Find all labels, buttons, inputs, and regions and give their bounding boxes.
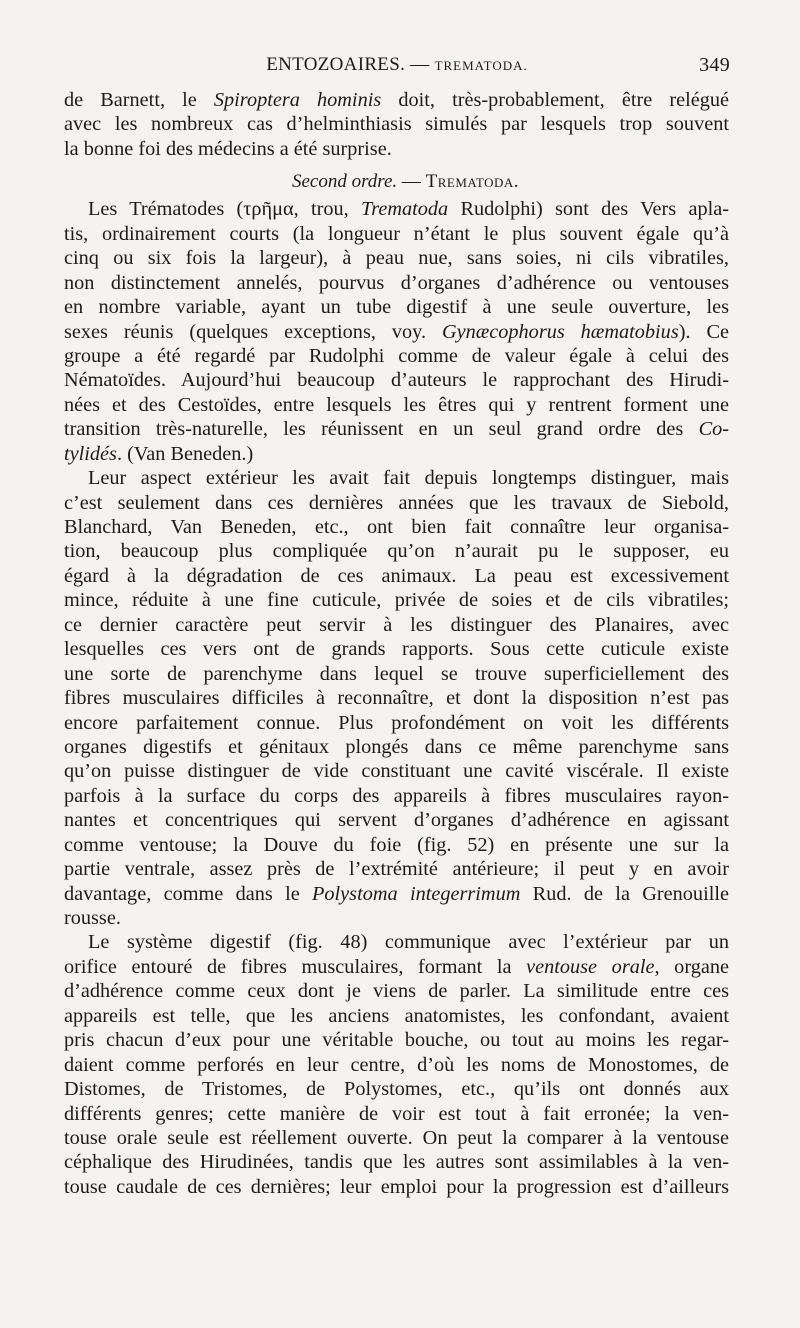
text-line: [64, 393, 729, 417]
text-line: [64, 417, 729, 441]
text-line: [64, 662, 729, 686]
italic-term: Spiroptera hominis: [213, 89, 382, 111]
text-line: [64, 88, 729, 112]
text-run: daient comme perforés en leur centre, d’où les noms de Monostomes, de: [64, 1053, 729, 1076]
text-run: groupe a été regardé par Rudolphi comme de valeur égale à celui des: [64, 344, 729, 367]
text-run: organes digestifs et génitaux plongés dans ce même parenchyme sans: [64, 735, 729, 758]
text-line: [64, 906, 729, 930]
text-line: [64, 979, 729, 1003]
text-run: Rud. de la Grenouille: [520, 882, 729, 905]
running-title-dash: —: [410, 54, 430, 75]
text-run: doit, très-probablement, être relégué: [381, 89, 729, 111]
text-run: différents genres; cette manière de voir est tout à fait erronée; la ven-: [64, 1102, 729, 1125]
text-line: [64, 539, 729, 563]
running-head: [64, 54, 730, 82]
text-run: qu’on puisse distinguer de vide constituant une cavité viscérale. Il existe: [64, 760, 729, 783]
text-line: [64, 711, 729, 735]
text-line: [64, 368, 729, 392]
text-run: davantage, comme dans le: [64, 882, 313, 905]
text-run: touse caudale de ces dernières; leur emploi pour la progression est d’ailleurs: [64, 1175, 729, 1198]
text-run: mince, réduite à une fine cuticule, privée de soies et de cils vibratiles;: [64, 589, 729, 612]
text-line: [64, 197, 729, 221]
text-run: tis, ordinairement courts (la longueur n’étant le plus souvent égale qu’à: [64, 222, 729, 245]
text-run: une sorte de parenchyme dans lequel se trouve superficiellement des: [64, 662, 729, 685]
text-run: partie ventrale, assez près de l’extrémité antérieure; il peut y en avoir: [64, 858, 729, 881]
text-line: [64, 1077, 729, 1101]
text-line: [64, 833, 729, 857]
text-run: , organe: [654, 955, 729, 978]
text-run: de Barnett, le: [64, 89, 214, 111]
page-number: 349: [699, 54, 730, 76]
text-line: [64, 271, 729, 295]
text-line: [64, 857, 729, 881]
text-run: la bonne foi des médecins a été surprise.: [64, 137, 392, 160]
text-line: [64, 246, 729, 270]
text-run: ). Ce: [678, 320, 729, 343]
running-title-main: ENTOZOAIRES.: [266, 54, 406, 75]
text-line: [64, 515, 729, 539]
text-run: orifice entouré de fibres musculaires, formant la: [64, 955, 527, 978]
italic-term: Co-: [698, 418, 729, 441]
text-run: comme ventouse; la Douve du foie (fig. 52) en présente une sur la: [64, 833, 729, 856]
italic-term: Polystoma integerrimum: [312, 882, 521, 905]
text-line: [64, 564, 729, 588]
text-line: [64, 1102, 729, 1126]
text-run: Le système digestif (fig. 48) communique avec l’extérieur par un: [88, 931, 729, 954]
text-line: [64, 222, 729, 246]
text-run: lesquelles ces vers ont de grands rapports. Sous cette cuticule existe: [64, 638, 729, 661]
text-run: Les Trématodes (τρῆμα, trou,: [88, 198, 362, 221]
text-line: [64, 466, 729, 490]
text-line: [64, 320, 729, 344]
text-line: [64, 686, 729, 710]
section-dash: —: [397, 171, 426, 193]
text-run: appareils est telle, que les anciens anatomistes, les confondant, avaient: [64, 1004, 729, 1027]
text-run: non distinctement annelés, pourvus d’organes d’adhérence ou ventouses: [64, 271, 729, 294]
text-run: pris chacun d’eux pour une véritable bouche, ou tout au moins les regar-: [64, 1029, 729, 1052]
text-run: transition très-naturelle, les réunissent en un seul grand ordre des: [64, 418, 699, 441]
text-run: en nombre variable, ayant un tube digestif à une seule ouverture, les: [64, 296, 729, 319]
text-run: parfois à la surface du corps des appareils à fibres musculaires rayon-: [64, 784, 729, 807]
running-title-sub: TREMATODA.: [434, 58, 528, 73]
text-run: . (Van Beneden.): [116, 442, 254, 465]
text-line: [64, 735, 729, 759]
text-line: [64, 295, 729, 319]
text-line: [64, 759, 729, 783]
text-run: Nématoïdes. Aujourd’hui beaucoup d’auteurs le rapprochant des Hirudi-: [64, 369, 729, 392]
text-run: nées et des Cestoïdes, entre lesquels les êtres qui y rentrent forment une: [64, 393, 729, 416]
text-run: Distomes, de Tristomes, de Polystomes, etc., qu’ils ont donnés aux: [64, 1078, 729, 1101]
italic-term: Gynæcophorus hæmatobius: [441, 320, 679, 343]
body-text: [64, 88, 729, 1199]
section-order: Second ordre.: [291, 171, 398, 193]
text-line: [64, 442, 729, 466]
italic-term: ventouse orale: [526, 955, 655, 978]
text-run: Rudolphi) sont des Vers apla-: [448, 198, 729, 221]
section-name: Trematoda.: [425, 171, 520, 193]
text-run: Leur aspect extérieur les avait fait depuis longtemps distinguer, mais: [88, 467, 729, 490]
text-run: sexes réunis (quelques exceptions, voy.: [64, 320, 442, 343]
running-title: [64, 54, 730, 76]
text-line: [64, 1053, 729, 1077]
text-line: [64, 344, 729, 368]
text-line: [64, 808, 729, 832]
text-line: [64, 1028, 729, 1052]
text-line: [64, 955, 729, 979]
text-line: [64, 637, 729, 661]
text-run: d’adhérence comme ceux dont je viens de parler. La similitude entre ces: [64, 980, 729, 1003]
text-line: [64, 137, 729, 161]
text-run: Blanchard, Van Beneden, etc., ont bien fait connaître leur organisa-: [64, 516, 729, 538]
text-line: [64, 930, 729, 954]
text-run: fibres musculaires difficiles à reconnaître, et dont la disposition n’est pas: [64, 687, 729, 710]
text-line: [64, 1004, 729, 1028]
text-run: ce dernier caractère peut servir à les distinguer des Planaires, avec: [64, 613, 729, 636]
text-run: encore parfaitement connue. Plus profondément on voit les différents: [64, 711, 729, 734]
text-run: touse orale seule est réellement ouverte. On peut la comparer à la ventouse: [64, 1126, 729, 1149]
section-heading: [64, 167, 729, 197]
text-line: [64, 1150, 729, 1174]
text-run: nantes et concentriques qui servent d’organes d’adhérence en agissant: [64, 809, 729, 832]
text-line: [64, 1175, 729, 1199]
text-run: tion, beaucoup plus compliquée qu’on n’aurait pu le supposer, eu: [64, 540, 729, 563]
text-line: [64, 882, 729, 906]
text-run: rousse.: [64, 907, 121, 929]
text-line: [64, 1126, 729, 1150]
text-run: égard à la dégradation de ces animaux. La peau est excessivement: [64, 564, 729, 587]
text-run: cinq ou six fois la largeur), à peau nue, sans soies, ni cils vibratiles,: [64, 247, 729, 270]
text-line: [64, 588, 729, 612]
italic-term: tylidés: [64, 442, 117, 465]
text-run: avec les nombreux cas d’helminthiasis simulés par lesquels trop souvent: [64, 113, 729, 136]
text-line: [64, 613, 729, 637]
text-line: [64, 491, 729, 515]
text-run: céphalique des Hirudinées, tandis que les autres sont assimilables à la ven-: [64, 1151, 729, 1174]
text-run: c’est seulement dans ces dernières années que les travaux de Siebold,: [64, 491, 729, 514]
text-line: [64, 112, 729, 136]
text-line: [64, 784, 729, 808]
italic-term: Trematoda: [361, 198, 449, 221]
